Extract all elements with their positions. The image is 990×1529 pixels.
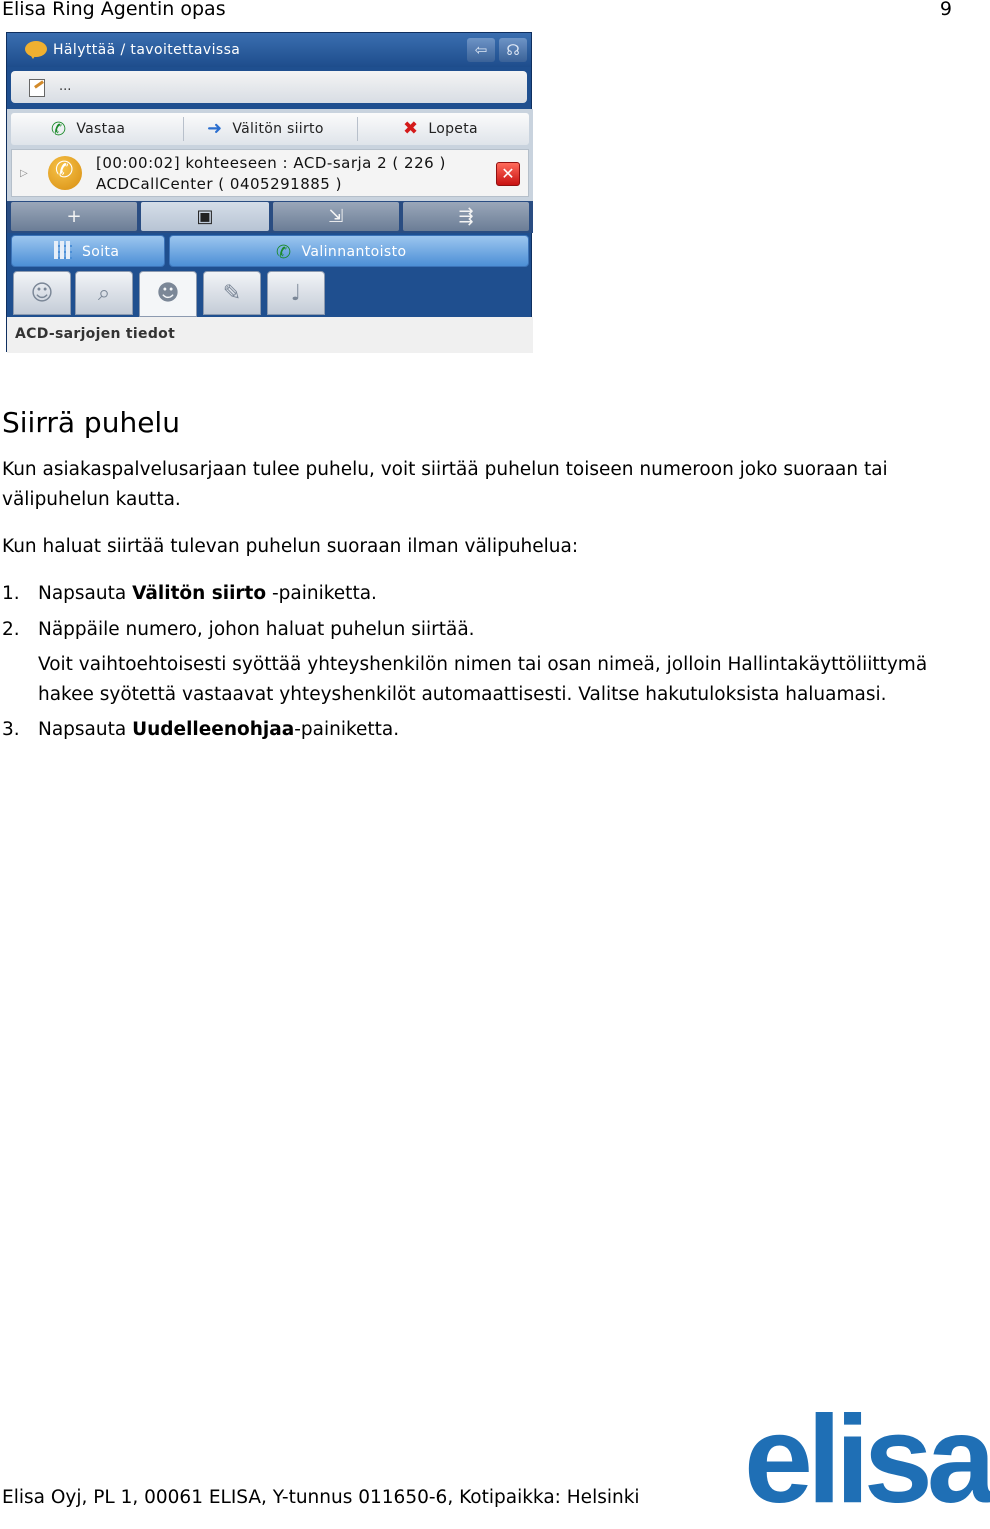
call-label: Soita	[82, 244, 120, 260]
divider	[183, 117, 184, 141]
step-2-extra-line-1: Voit vaihtoehtoisesti syöttää yhteyshenkilön nimen tai osan nimeä, jolloin Hallintakäyttöliittymä	[38, 654, 928, 675]
call-panel	[7, 109, 533, 213]
section-heading: Siirrä puhelu	[2, 406, 180, 439]
hold-icon[interactable]: ⇲	[273, 202, 399, 231]
microphone-icon[interactable]: ♩	[267, 271, 325, 315]
note-bar[interactable]	[11, 71, 527, 103]
agent-app-screenshot	[6, 32, 532, 352]
call-info-line-1: [00:00:02] kohteeseen : ACD-sarja 2 ( 226 )	[96, 154, 446, 172]
add-icon[interactable]: +	[11, 202, 137, 231]
search-icon[interactable]: ⌕	[75, 271, 133, 315]
direct-transfer-label: Välitön siirto	[232, 121, 324, 137]
call-tools	[7, 201, 533, 233]
call-button[interactable]	[11, 235, 165, 267]
elisa-logo: elisa	[744, 1391, 990, 1529]
headset-icon[interactable]: ☊	[499, 38, 527, 62]
step-3-pre: Napsauta	[38, 719, 133, 740]
call-info-line-2: ACDCallCenter ( 0405291885 )	[96, 175, 342, 193]
step-3	[38, 715, 938, 745]
end-call-label: Lopeta	[428, 121, 478, 137]
step-number: 2.	[2, 619, 20, 640]
status-bar	[7, 33, 531, 67]
page-header-title: Elisa Ring Agentin opas	[2, 0, 226, 20]
footer-text: Elisa Oyj, PL 1, 00061 ELISA, Y-tunnus 011650-6, Kotipaikka: Helsinki	[2, 1487, 640, 1508]
section-header	[7, 317, 533, 353]
step-1-bold: Välitön siirto	[132, 583, 267, 604]
page-number: 9	[939, 0, 952, 20]
incoming-call-icon	[48, 156, 82, 190]
active-call-row[interactable]	[11, 149, 529, 197]
back-arrow-icon[interactable]: ⇦	[467, 38, 495, 62]
step-3-post: -painiketta.	[294, 719, 400, 740]
step-2: Näppäile numero, johon haluat puhelun siirtää.	[38, 619, 475, 640]
transfer-arrow-icon: ➜	[207, 118, 223, 139]
step-1-post: -painiketta.	[266, 583, 377, 604]
dialpad-icon	[54, 241, 72, 259]
answer-label: Vastaa	[76, 121, 126, 137]
group-icon[interactable]: ☻	[139, 271, 197, 317]
step-1-pre: Napsauta	[38, 583, 133, 604]
end-call-button[interactable]	[403, 113, 478, 145]
speech-bubble-icon	[25, 41, 47, 57]
divider	[357, 117, 358, 141]
step-number: 3.	[2, 719, 20, 740]
close-icon: ✖	[403, 118, 419, 139]
redial-label: Valinnantoisto	[301, 244, 407, 260]
step-2-extra-line-2: hakee syötettä vastaavat yhteyshenkilöt automaattisesti. Valitse hakutuloksista haluamasi.	[38, 684, 887, 705]
agent-status[interactable]: Hälyttää / tavoitettavissa	[53, 42, 241, 58]
dial-row	[7, 235, 533, 271]
expand-icon[interactable]: ▷	[20, 168, 28, 179]
step-3-bold: Uudelleenohjaa	[132, 719, 295, 740]
phone-icon: ✆	[51, 119, 67, 140]
step-1	[38, 579, 938, 609]
forward-icon[interactable]: ⇶	[403, 202, 529, 231]
phone-icon: ✆	[276, 242, 292, 263]
section-title: ACD-sarjojen tiedot	[15, 326, 176, 342]
lead-paragraph: Kun haluat siirtää tulevan puhelun suoraan ilman välipuhelua:	[2, 536, 579, 557]
tools-icon[interactable]: ✎	[203, 271, 261, 315]
answer-button[interactable]	[51, 113, 125, 145]
voicemail-icon[interactable]: ▣	[141, 202, 269, 231]
call-actions	[11, 113, 529, 145]
intro-line-2: välipuhelun kautta.	[2, 489, 181, 510]
tab-bar	[7, 271, 533, 317]
note-text: ...	[59, 79, 72, 94]
intro-line-1: Kun asiakaspalvelusarjaan tulee puhelu, voit siirtää puhelun toiseen numeroon joko suoraan tai	[2, 459, 888, 480]
direct-transfer-button[interactable]	[207, 113, 324, 145]
contact-icon[interactable]: ☺	[13, 271, 71, 315]
close-call-button[interactable]: ✕	[496, 162, 520, 186]
notepad-icon	[29, 79, 45, 97]
redial-button[interactable]	[169, 235, 529, 267]
step-number: 1.	[2, 583, 20, 604]
